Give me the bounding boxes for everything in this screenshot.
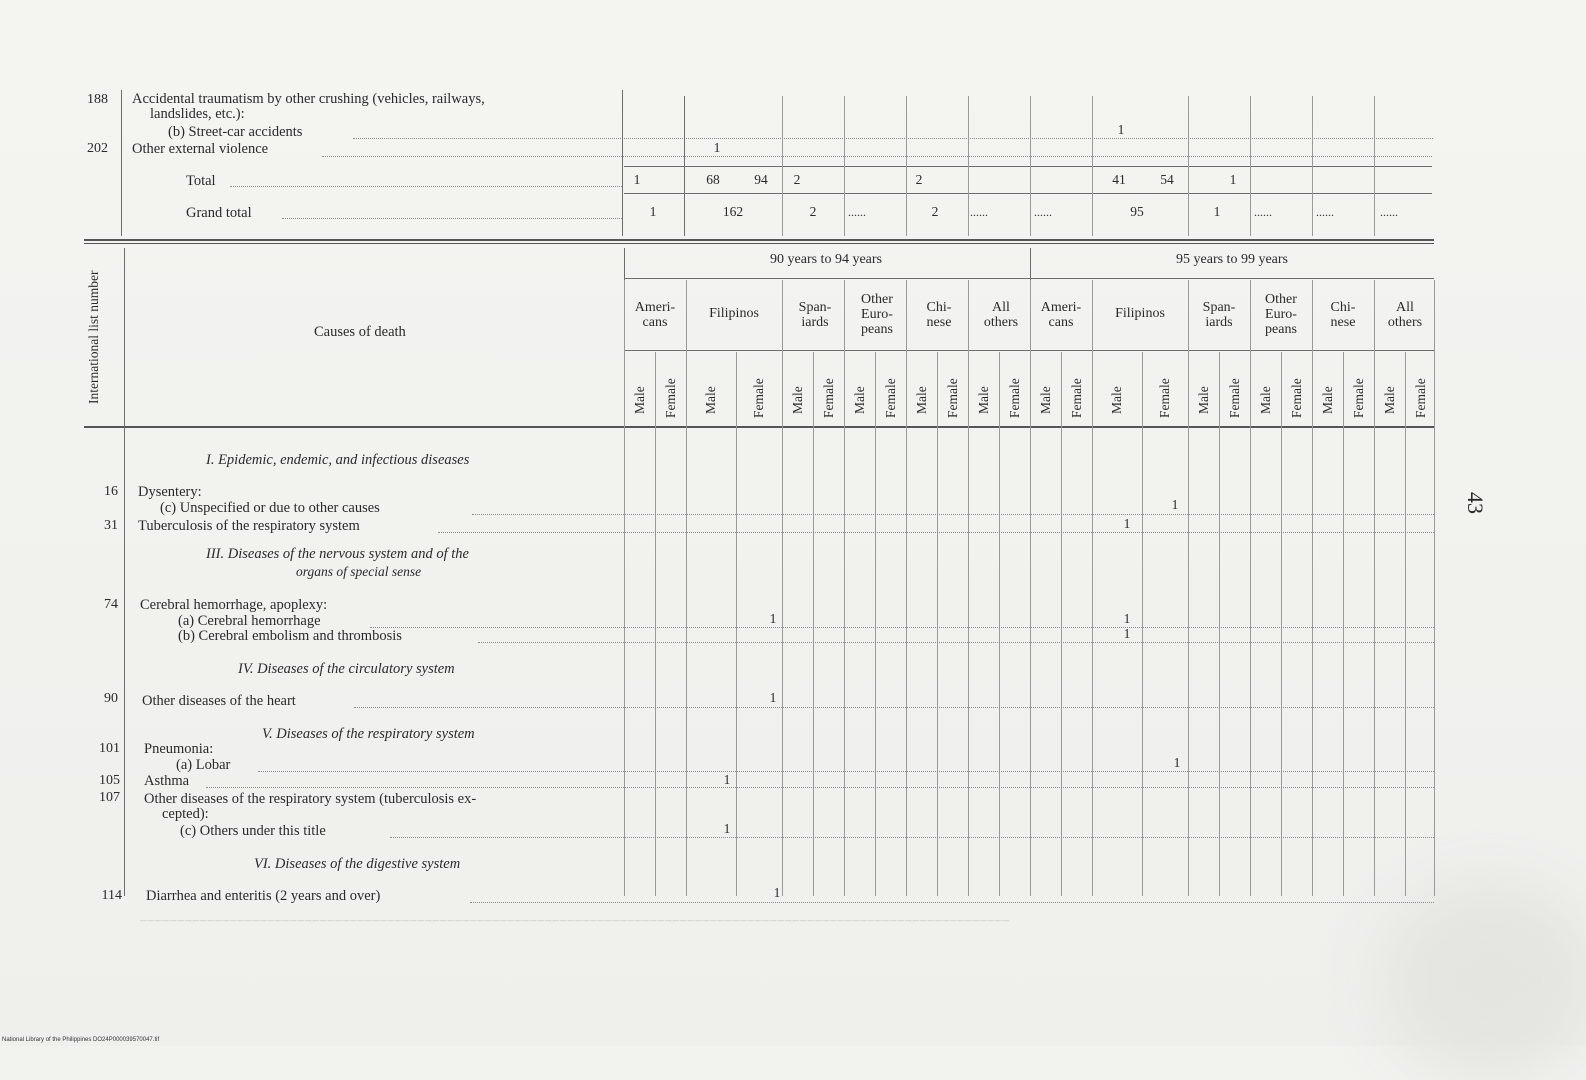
- leader-dots: [478, 642, 1434, 643]
- nat-header-chinese: Chi- nese: [926, 300, 952, 330]
- column-rule: [1405, 352, 1406, 896]
- value-cell: 1: [1171, 497, 1179, 512]
- total-label: Total: [186, 173, 216, 189]
- column-rule: [1434, 280, 1435, 896]
- male-column-header: Male: [913, 386, 929, 414]
- value-cell: 1: [723, 772, 731, 787]
- separator-rule: [84, 239, 1434, 241]
- intl-number: 114: [101, 888, 122, 903]
- column-rule: [782, 280, 783, 896]
- age-group-header: 90 years to 94 years: [770, 252, 882, 267]
- female-column-header: Female: [1157, 378, 1172, 418]
- intl-number: 202: [87, 141, 108, 156]
- cause-label: (b) Street-car accidents: [168, 124, 303, 140]
- value-cell: 1: [713, 140, 721, 155]
- intl-number: 90: [104, 691, 118, 706]
- female-column-header: Female: [1068, 378, 1084, 418]
- column-rule: [1061, 352, 1062, 896]
- empty-dots: ......: [848, 205, 866, 219]
- male-column-header: Male: [1109, 386, 1124, 414]
- column-rule: [1188, 280, 1189, 896]
- cause-label: (a) Lobar: [176, 757, 231, 773]
- grand-total-value: 2: [809, 204, 817, 219]
- value-cell: 1: [1123, 626, 1131, 641]
- rule: [624, 278, 1434, 279]
- cause-label: Pneumonia:: [144, 741, 214, 757]
- separator-rule: [84, 243, 1434, 244]
- cause-label: Other diseases of the heart: [142, 693, 296, 709]
- column-rule: [968, 280, 969, 896]
- nat-header-spaniards: Span- iards: [798, 300, 832, 330]
- value-cell: 1: [769, 690, 777, 705]
- grand-total-value: 1: [649, 204, 657, 219]
- total-value: 54: [1160, 172, 1174, 187]
- cause-label: (a) Cerebral hemorrhage: [178, 613, 321, 629]
- leader-dots: [353, 138, 1433, 139]
- empty-dots: ......: [1254, 205, 1272, 219]
- cause-label: (b) Cerebral embolism and thrombosis: [178, 628, 402, 644]
- nat-header-americans: Ameri- cans: [634, 300, 676, 330]
- total-value: 41: [1112, 172, 1126, 187]
- total-value: 94: [754, 172, 768, 187]
- grand-total-value: 162: [722, 204, 744, 219]
- column-rule: [906, 280, 907, 896]
- column-rule: [121, 90, 122, 236]
- cause-label: Accidental traumatism by other crushing (vehicles, railways,: [132, 91, 485, 107]
- nat-header-spaniards: Span- iards: [1202, 300, 1236, 330]
- value-cell: 1: [773, 885, 781, 900]
- leader-dots: [370, 627, 1434, 628]
- column-rule: [1188, 96, 1189, 236]
- column-rule: [1374, 96, 1375, 236]
- female-column-header: Female: [820, 378, 836, 418]
- male-column-header: Male: [1381, 386, 1397, 414]
- column-rule: [736, 352, 737, 896]
- female-column-header: Female: [1288, 378, 1304, 418]
- cause-label: Other external violence: [132, 141, 269, 157]
- column-rule: [1250, 96, 1251, 236]
- nat-header-americans: Ameri- cans: [1040, 300, 1082, 330]
- column-rule: [124, 248, 125, 896]
- male-column-header: Male: [975, 386, 991, 414]
- leader-dots: [470, 902, 1434, 903]
- female-column-header: Female: [1226, 378, 1242, 418]
- column-rule: [655, 352, 656, 896]
- cause-label: (c) Unspecified or due to other causes: [160, 500, 380, 516]
- column-rule: [1092, 96, 1093, 236]
- male-column-header: Male: [851, 386, 867, 414]
- column-rule: [782, 96, 783, 236]
- leader-dots: [206, 787, 1434, 788]
- empty-dots: ......: [1316, 205, 1334, 219]
- intl-number: 107: [99, 790, 120, 805]
- intl-number: 31: [104, 518, 118, 533]
- bleed-through: ‒‒‒‒‒‒‒‒‒‒‒‒‒‒‒‒‒‒‒‒‒‒‒‒‒‒‒‒‒‒‒‒‒‒‒‒‒‒‒‒‒‒‒‒‒‒‒‒‒‒‒‒‒‒‒‒‒‒‒‒‒‒‒‒‒‒‒‒‒‒‒‒‒‒‒‒‒‒‒‒‒‒‒‒‒‒‒‒‒‒‒‒‒‒‒‒‒‒‒‒‒‒‒‒‒‒‒‒‒‒‒‒‒‒‒‒: [140, 912, 1010, 927]
- male-column-header: Male: [1195, 386, 1211, 414]
- female-column-header: Female: [944, 378, 960, 418]
- cause-label: Cerebral hemorrhage, apoplexy:: [140, 597, 328, 613]
- cause-label: Asthma: [144, 773, 190, 789]
- leader-dots: [472, 514, 1434, 515]
- rule: [624, 166, 1432, 167]
- total-value: 68: [706, 172, 720, 187]
- column-rule: [1219, 352, 1220, 896]
- column-rule: [1250, 280, 1251, 896]
- female-column-header: Female: [1412, 378, 1428, 418]
- section-heading: V. Diseases of the respiratory system: [262, 726, 475, 742]
- total-value: 2: [915, 172, 923, 187]
- section-heading: III. Diseases of the nervous system and of the: [206, 546, 469, 562]
- value-cell: 1: [1123, 516, 1131, 531]
- column-rule: [937, 352, 938, 896]
- nat-header-other-europeans: Other Euro- peans: [1265, 292, 1297, 337]
- empty-dots: ......: [1034, 205, 1052, 219]
- section-heading: organs of special sense: [296, 564, 422, 579]
- value-cell: 1: [1173, 755, 1181, 770]
- column-rule: [968, 96, 969, 236]
- female-column-header: Female: [662, 378, 678, 418]
- intl-number: 16: [104, 484, 118, 499]
- leader-dots: [438, 532, 1434, 533]
- empty-dots: ......: [1380, 205, 1398, 219]
- intl-number: 74: [104, 597, 118, 612]
- female-column-header: Female: [751, 378, 766, 418]
- section-heading: I. Epidemic, endemic, and infectious diseases: [206, 452, 470, 468]
- nat-header-all-others: All others: [983, 300, 1019, 330]
- cause-label: Tuberculosis of the respiratory system: [138, 518, 360, 534]
- column-rule: [844, 96, 845, 236]
- intl-list-header: International list number: [86, 270, 101, 404]
- column-rule: [813, 352, 814, 896]
- nat-header-chinese: Chi- nese: [1330, 300, 1356, 330]
- section-heading: IV. Diseases of the circulatory system: [238, 661, 455, 677]
- age-group-header: 95 years to 99 years: [1176, 252, 1288, 267]
- column-rule: [844, 280, 845, 896]
- column-rule: [999, 352, 1000, 896]
- column-rule: [1312, 96, 1313, 236]
- column-rule: [1312, 280, 1313, 896]
- male-column-header: Male: [703, 386, 718, 414]
- grand-total-value: 1: [1213, 204, 1221, 219]
- male-column-header: Male: [1257, 386, 1273, 414]
- column-rule: [686, 280, 687, 896]
- page-number: 43: [1463, 492, 1488, 514]
- nat-header-other-europeans: Other Euro- peans: [861, 292, 893, 337]
- cause-label: landslides, etc.):: [150, 106, 245, 122]
- leader-dots: [230, 186, 622, 187]
- nat-header-filipinos: Filipinos: [1115, 306, 1165, 321]
- grand-total-label: Grand total: [186, 205, 252, 221]
- male-column-header: Male: [1319, 386, 1335, 414]
- footer-credit: National Library of the Philippines DO24P000039570047.tif: [2, 1037, 160, 1043]
- nat-header-filipinos: Filipinos: [709, 306, 759, 321]
- column-rule: [1281, 352, 1282, 896]
- cause-label: Dysentery:: [138, 484, 202, 500]
- column-rule: [1142, 352, 1143, 896]
- female-column-header: Female: [882, 378, 898, 418]
- female-column-header: Female: [1350, 378, 1366, 418]
- header-rule: [84, 426, 1434, 428]
- cause-label: (c) Others under this title: [180, 823, 326, 839]
- intl-number: 105: [99, 773, 120, 788]
- causes-header: Causes of death: [314, 324, 406, 340]
- total-value: 1: [1229, 172, 1237, 187]
- section-heading: VI. Diseases of the digestive system: [254, 856, 461, 872]
- nat-header-all-others: All others: [1387, 300, 1423, 330]
- rule: [624, 193, 1432, 194]
- column-rule: [1092, 280, 1093, 896]
- value-cell: 1: [723, 821, 731, 836]
- cause-label: Other diseases of the respiratory system (tuberculosis ex-: [144, 791, 477, 807]
- leader-dots: [258, 771, 1434, 772]
- leader-dots: [322, 156, 1432, 157]
- value-cell: 1: [769, 611, 777, 626]
- female-column-header: Female: [1006, 378, 1022, 418]
- male-column-header: Male: [1037, 386, 1053, 414]
- grand-total-value: 2: [931, 204, 939, 219]
- column-rule: [1343, 352, 1344, 896]
- empty-dots: ......: [970, 205, 988, 219]
- column-rule: [624, 280, 625, 896]
- intl-number: 101: [99, 741, 120, 756]
- total-value: 2: [793, 172, 801, 187]
- column-rule: [1030, 96, 1031, 236]
- column-rule: [906, 96, 907, 236]
- column-rule: [1030, 280, 1031, 896]
- value-cell: 1: [1117, 122, 1125, 137]
- leader-dots: [282, 218, 622, 219]
- page-smudge: [1380, 880, 1586, 1080]
- male-column-header: Male: [789, 386, 805, 414]
- column-rule: [622, 90, 623, 236]
- column-rule: [875, 352, 876, 896]
- grand-total-value: 95: [1130, 204, 1144, 219]
- value-cell: 1: [1123, 611, 1131, 626]
- male-column-header: Male: [631, 386, 647, 414]
- cause-label: cepted):: [162, 806, 209, 822]
- column-rule: [684, 96, 685, 236]
- leader-dots: [390, 837, 1434, 838]
- total-value: 1: [633, 172, 641, 187]
- cause-label: Diarrhea and enteritis (2 years and over): [146, 888, 381, 904]
- column-rule: [1374, 280, 1375, 896]
- intl-number: 188: [87, 92, 108, 107]
- leader-dots: [354, 707, 1434, 708]
